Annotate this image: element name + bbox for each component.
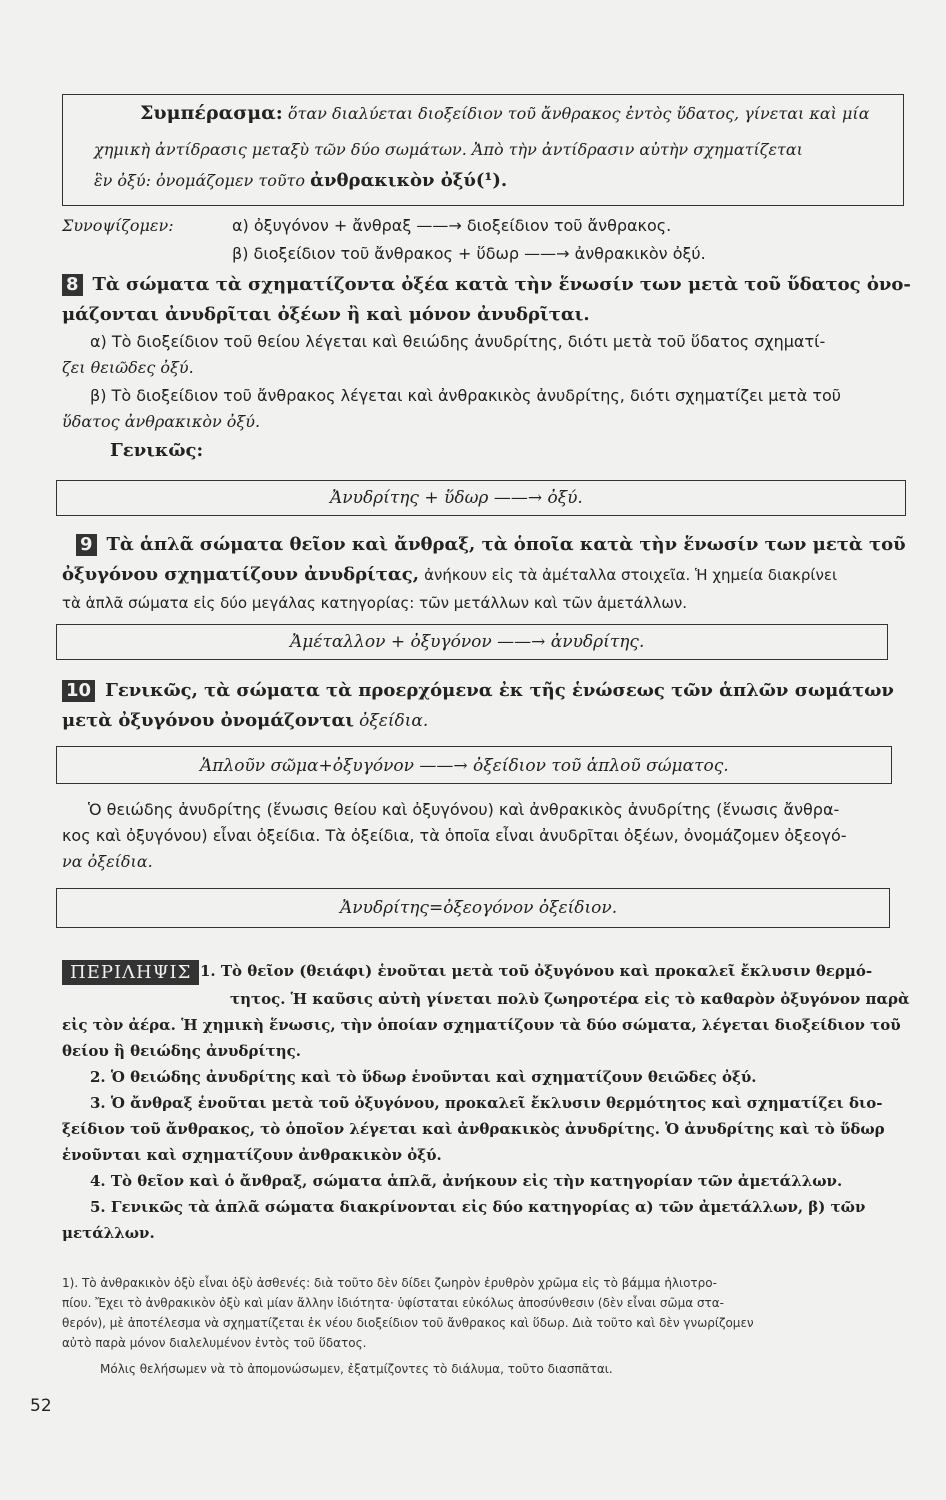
section10-number: 10 xyxy=(62,680,95,702)
summary-item-3a: 3. Ὁ ἄνθραξ ἑνοῦται μετὰ τοῦ ὀξυγόνου, προκαλεῖ ἔκλυσιν θερμότητος καὶ σχηματίζει διο- xyxy=(90,1094,883,1112)
section10-title-text: Γενικῶς, τὰ σώματα τὰ προερχόμενα ἐκ τῆς ἑνώσεως τῶν ἁπλῶν σωμάτων xyxy=(105,680,894,701)
section8-a-2: ζει θειῶδες ὀξύ. xyxy=(62,358,194,377)
footnote-1: 1). Τὸ ἀνθρακικὸν ὀξὺ εἶναι ὀξὺ ἀσθενές: διὰ τοῦτο δὲν δίδει ζωηρὸν ἐρυθρὸν χρῶμα εἰς τὸ βάμμα ἡλιοτρο- xyxy=(62,1276,717,1290)
summary-item-4: 4. Τὸ θεῖον καὶ ὁ ἄνθραξ, σώματα ἁπλᾶ, ἀνήκουν εἰς τὴν κατηγορίαν τῶν ἀμετάλλων. xyxy=(90,1172,843,1190)
summary-item-5b: μετάλλων. xyxy=(62,1224,155,1242)
section10-italic: ὀξείδια. xyxy=(359,711,429,731)
section9-title-text: Τὰ ἁπλᾶ σώματα θεῖον καὶ ἄνθραξ, τὰ ὁποῖα κατὰ τὴν ἕνωσίν των μετὰ τοῦ xyxy=(106,534,906,555)
summary-item-3b: ξείδιον τοῦ ἄνθρακος, τὸ ὁποῖον λέγεται καὶ ἀνθρακικὸς ἀνυδρίτης. Ὁ ἀνυδρίτης καὶ τὸ ὕδωρ xyxy=(62,1120,885,1138)
summary-item-1a: 1. Τὸ θεῖον (θειάφι) ἑνοῦται μετὰ τοῦ ὀξυγόνου καὶ προκαλεῖ ἔκλυσιν θερμό- xyxy=(200,962,873,980)
footnote-2: πίου. Ἔχει τὸ ἀνθρακικὸν ὀξὺ καὶ μίαν ἄλλην ἰδιότητα· ὑφίσταται εὐκόλως ἀποσύνθεσιν (δὲν εἶναι σῶμα στα- xyxy=(62,1296,725,1310)
section8-title-2: μάζονται ἀνυδρῖται ὀξέων ἢ καὶ μόνον ἀνυδρῖται. xyxy=(62,304,590,325)
section9-line-2 xyxy=(62,564,837,585)
summary-line-a: α) ὀξυγόνον + ἄνθραξ ——→ διοξείδιον τοῦ ἄνθρακος. xyxy=(232,216,672,235)
section8-generally: Γενικῶς: xyxy=(110,440,204,461)
section9-line-3: τὰ ἁπλᾶ σώματα εἰς δύο μεγάλας κατηγορίας: τῶν μετάλλων καὶ τῶν ἀμετάλλων. xyxy=(62,594,688,612)
section9-number: 9 xyxy=(76,534,97,556)
section10-title-1 xyxy=(62,680,894,702)
section8-b-1: β) Τὸ διοξείδιον τοῦ ἄνθρακος λέγεται καὶ ἀνθρακικὸς ἀνυδρίτης, διότι σχηματίζει μετὰ τοῦ xyxy=(90,386,842,405)
section10-p-1: Ὁ θειώδης ἀνυδρίτης (ἕνωσις θείου καὶ ὀξυγόνου) καὶ ἀνθρακικὸς ἀνυδρίτης (ἕνωσις ἄνθρα- xyxy=(88,800,840,819)
conclusion-line-3 xyxy=(94,170,507,191)
section10-bold: μετὰ ὀξυγόνου ὀνομάζονται xyxy=(62,710,354,731)
summary-item-2: 2. Ὁ θειώδης ἀνυδρίτης καὶ τὸ ὕδωρ ἑνοῦνται καὶ σχηματίζουν θειῶδες ὀξύ. xyxy=(90,1068,757,1086)
section10-formula: Ἁπλοῦν σῶμα+ὀξυγόνον ——→ ὀξείδιον τοῦ ἁπλοῦ σώματος. xyxy=(200,756,729,776)
section8-formula: Ἀνυδρίτης + ὕδωρ ——→ ὀξύ. xyxy=(330,488,583,508)
summary-item-1c: εἰς τὸν ἀέρα. Ἡ χημικὴ ἕνωσις, τὴν ὁποίαν σχηματίζουν τὰ δύο σώματα, λέγεται διοξείδιον τοῦ xyxy=(62,1016,901,1034)
page-number: 52 xyxy=(30,1396,52,1416)
section9-title-1 xyxy=(76,534,906,556)
section10-p-2: κος καὶ ὀξυγόνου) εἶναι ὀξείδια. Τὰ ὀξείδια, τὰ ὁποῖα εἶναι ἀνυδρῖται ὀξέων, ὀνομάζομεν ὀξεογό- xyxy=(62,826,847,845)
footnote-5: Μόλις θελήσωμεν νὰ τὸ ἀπομονώσωμεν, ἐξατμίζοντες τὸ διάλυμα, τοῦτο διασπᾶται. xyxy=(100,1362,613,1376)
conclusion-text-3: ἓν ὀξύ: ὀνομάζομεν τοῦτο xyxy=(94,171,306,190)
conclusion-label: Συμπέρασμα: xyxy=(140,102,283,124)
section10-p-3: να ὀξείδια. xyxy=(62,852,153,871)
section9-formula: Ἀμέταλλον + ὀξυγόνον ——→ ἀνυδρίτης. xyxy=(290,632,645,652)
summary-item-5a: 5. Γενικῶς τὰ ἁπλᾶ σώματα διακρίνονται εἰς δύο κατηγορίας α) τῶν ἀμετάλλων, β) τῶν xyxy=(90,1198,866,1216)
section8-number: 8 xyxy=(62,274,83,296)
conclusion-line-2: χημικὴ ἀντίδρασις μεταξὺ τῶν δύο σωμάτων. Ἀπὸ τὴν ἀντίδρασιν αὐτὴν σχηματίζεται xyxy=(94,140,803,159)
section9-bold: ὀξυγόνου σχηματίζουν ἀνυδρίτας, xyxy=(62,564,419,585)
conclusion-text-1: ὅταν διαλύεται διοξείδιον τοῦ ἄνθρακος ἐντὸς ὕδατος, γίνεται καὶ μία xyxy=(287,104,870,123)
section8-title-1 xyxy=(62,274,911,296)
section10-formula2: Ἀνυδρίτης=ὀξεογόνον ὀξείδιον. xyxy=(340,898,618,918)
summary-item-1d: θείου ἢ θειώδης ἀνυδρίτης. xyxy=(62,1042,302,1060)
section10-title-2 xyxy=(62,710,428,731)
section9-rest: ἀνήκουν εἰς τὰ ἀμέταλλα στοιχεῖα. Ἡ χημεία διακρίνει xyxy=(424,566,838,584)
summary-label: Συνοψίζομεν: xyxy=(62,216,174,235)
conclusion-bold: ἀνθρακικὸν ὀξύ(¹). xyxy=(310,170,508,191)
summary-item-3c: ἑνοῦνται καὶ σχηματίζουν ἀνθρακικὸν ὀξύ. xyxy=(62,1146,442,1164)
conclusion-line-1 xyxy=(140,102,870,124)
section8-a-1: α) Τὸ διοξείδιον τοῦ θείου λέγεται καὶ θειώδης ἀνυδρίτης, διότι μετὰ τοῦ ὕδατος σχηματί- xyxy=(90,332,826,351)
summary-line-b: β) διοξείδιον τοῦ ἄνθρακος + ὕδωρ ——→ ἀνθρακικὸν ὀξύ. xyxy=(232,244,706,263)
section8-title-text: Τὰ σώματα τὰ σχηματίζοντα ὀξέα κατὰ τὴν ἕνωσίν των μετὰ τοῦ ὕδατος ὀνο- xyxy=(92,274,911,295)
footnote-3: θερόν), μὲ ἀποτέλεσμα νὰ σχηματίζεται ἐκ νέου διοξείδιον τοῦ ἄνθρακος καὶ ὕδωρ. Διὰ τοῦτο καὶ δὲν γνωρίζομεν xyxy=(62,1316,754,1330)
summary-item-1b: τητος. Ἡ καῦσις αὐτὴ γίνεται πολὺ ζωηροτέρα εἰς τὸ καθαρὸν ὀξυγόνον παρὰ xyxy=(230,990,910,1008)
footnote-4: αὐτὸ παρὰ μόνον διαλελυμένον ἐντὸς τοῦ ὕδατος. xyxy=(62,1336,367,1350)
summary-label-badge: ΠΕΡΙΛΗΨΙΣ xyxy=(62,960,199,985)
section8-b-2: ὕδατος ἀνθρακικὸν ὀξύ. xyxy=(62,412,261,431)
